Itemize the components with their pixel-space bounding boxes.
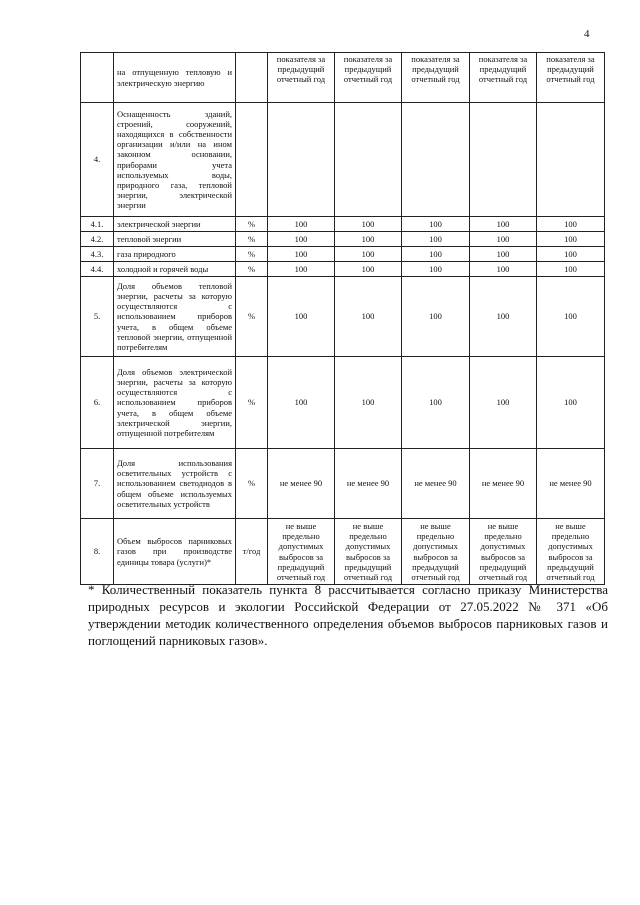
- value-cell: показателя за предыдущий отчетный год: [537, 53, 605, 103]
- row-number: 5.: [81, 277, 114, 357]
- value-cell: [402, 103, 470, 217]
- row-name: тепловой энергии: [114, 232, 236, 247]
- value-cell: 100: [402, 232, 470, 247]
- table-row: [81, 217, 605, 232]
- value-cell: не выше предельно допустимых выбросов за предыдущий отчетный год: [402, 519, 470, 585]
- value-cell: 100: [335, 277, 402, 357]
- value-cell: 100: [470, 262, 537, 277]
- row-name: на отпущенную тепловую и электрическую энергию: [114, 53, 236, 103]
- value-cell: 100: [537, 232, 605, 247]
- value-cell: [335, 103, 402, 217]
- value-cell: 100: [537, 357, 605, 449]
- value-cell: 100: [470, 217, 537, 232]
- row-number: 4.: [81, 103, 114, 217]
- value-cell: 100: [470, 277, 537, 357]
- value-cell: 100: [402, 217, 470, 232]
- row-name: Оснащенность зданий, строений, сооружений, находящихся в собственности организации и/или на ином законном основании, приборами учета используемых воды, природного газа, тепловой энергии, электрической энергии: [114, 103, 236, 217]
- value-cell: 100: [537, 217, 605, 232]
- row-number: 4.2.: [81, 232, 114, 247]
- row-unit: %: [236, 449, 268, 519]
- value-cell: 100: [470, 232, 537, 247]
- value-cell: не выше предельно допустимых выбросов за предыдущий отчетный год: [470, 519, 537, 585]
- value-cell: [470, 103, 537, 217]
- row-name: электрической энергии: [114, 217, 236, 232]
- value-cell: 100: [335, 357, 402, 449]
- value-cell: не менее 90: [537, 449, 605, 519]
- indicators-table: [80, 52, 605, 585]
- value-cell: 100: [402, 277, 470, 357]
- table-row: [81, 247, 605, 262]
- row-unit: %: [236, 232, 268, 247]
- value-cell: 100: [402, 357, 470, 449]
- table-row: [81, 262, 605, 277]
- value-cell: [268, 103, 335, 217]
- value-cell: 100: [335, 232, 402, 247]
- row-number: 4.1.: [81, 217, 114, 232]
- value-cell: 100: [402, 247, 470, 262]
- table-row: [81, 232, 605, 247]
- value-cell: [537, 103, 605, 217]
- value-cell: 100: [335, 247, 402, 262]
- value-cell: не выше предельно допустимых выбросов за предыдущий отчетный год: [537, 519, 605, 585]
- row-name: Доля объемов электрической энергии, расчеты за которую осуществляются с использованием приборов учета, в общем объеме электрической энергии, отпущенной потребителям: [114, 357, 236, 449]
- row-unit: т/год: [236, 519, 268, 585]
- row-unit: %: [236, 217, 268, 232]
- value-cell: не менее 90: [335, 449, 402, 519]
- value-cell: показателя за предыдущий отчетный год: [335, 53, 402, 103]
- row-name: Доля использования осветительных устройств с использованием светодиодов в общем объеме используемых осветительных устройств: [114, 449, 236, 519]
- value-cell: 100: [268, 217, 335, 232]
- row-number: 4.3.: [81, 247, 114, 262]
- value-cell: показателя за предыдущий отчетный год: [268, 53, 335, 103]
- row-number: 4.4.: [81, 262, 114, 277]
- value-cell: 100: [268, 262, 335, 277]
- page-number: 4: [584, 28, 590, 40]
- table-row: [81, 449, 605, 519]
- value-cell: 100: [402, 262, 470, 277]
- row-number: 6.: [81, 357, 114, 449]
- row-name: Объем выбросов парниковых газов при производстве единицы товара (услуги)*: [114, 519, 236, 585]
- value-cell: показателя за предыдущий отчетный год: [470, 53, 537, 103]
- value-cell: 100: [268, 277, 335, 357]
- value-cell: 100: [537, 262, 605, 277]
- table-row: [81, 519, 605, 585]
- row-number: 7.: [81, 449, 114, 519]
- value-cell: 100: [335, 217, 402, 232]
- value-cell: 100: [470, 357, 537, 449]
- value-cell: не выше предельно допустимых выбросов за предыдущий отчетный год: [268, 519, 335, 585]
- footnote: * Количественный показатель пункта 8 рассчитывается согласно приказу Министерства природных ресурсов и экологии Российской Федерации от 27.05.2022 № 371 «Об утверждении методик количественного определения объемов выбросов парниковых газов и поглощений парниковых газов».: [88, 582, 608, 648]
- table-row: [81, 103, 605, 217]
- row-number: 8.: [81, 519, 114, 585]
- value-cell: 100: [268, 247, 335, 262]
- row-name: газа природного: [114, 247, 236, 262]
- row-unit: [236, 53, 268, 103]
- value-cell: не менее 90: [402, 449, 470, 519]
- table-row: [81, 53, 605, 103]
- value-cell: 100: [537, 277, 605, 357]
- value-cell: показателя за предыдущий отчетный год: [402, 53, 470, 103]
- table-row: [81, 277, 605, 357]
- value-cell: не менее 90: [268, 449, 335, 519]
- row-unit: %: [236, 357, 268, 449]
- value-cell: 100: [268, 357, 335, 449]
- value-cell: 100: [335, 262, 402, 277]
- value-cell: не менее 90: [470, 449, 537, 519]
- row-unit: [236, 103, 268, 217]
- row-unit: %: [236, 247, 268, 262]
- value-cell: 100: [268, 232, 335, 247]
- value-cell: 100: [470, 247, 537, 262]
- row-name: Доля объемов тепловой энергии, расчеты за которую осуществляются с использованием приборов учета, в общем объеме тепловой энергии, отпущенной потребителям: [114, 277, 236, 357]
- row-number: [81, 53, 114, 103]
- value-cell: не выше предельно допустимых выбросов за предыдущий отчетный год: [335, 519, 402, 585]
- row-unit: %: [236, 262, 268, 277]
- value-cell: 100: [537, 247, 605, 262]
- row-name: холодной и горячей воды: [114, 262, 236, 277]
- table-row: [81, 357, 605, 449]
- row-unit: %: [236, 277, 268, 357]
